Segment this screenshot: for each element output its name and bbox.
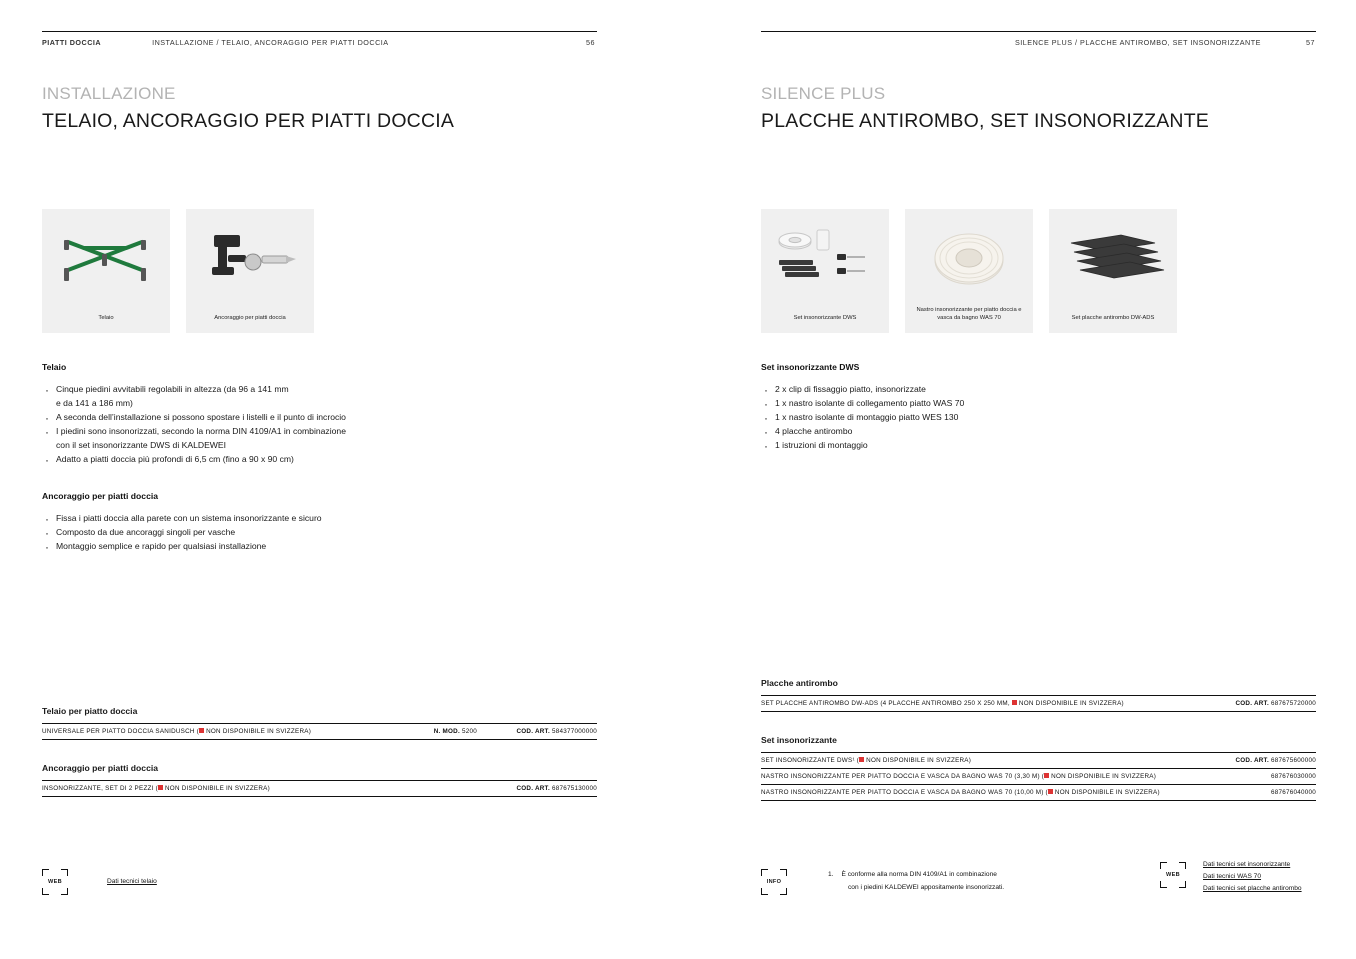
footer-link[interactable]: Dati tecnici WAS 70 bbox=[1203, 873, 1262, 881]
cell-article bbox=[477, 781, 597, 797]
spec-table bbox=[761, 752, 1316, 801]
article-value: 584377000000 bbox=[551, 728, 597, 735]
page-number-right: 57 bbox=[1306, 38, 1315, 47]
table-heading: Telaio per piatto doccia bbox=[42, 706, 138, 716]
bullet-list bbox=[42, 383, 597, 467]
bullet-text: 1 x nastro isolante di montaggio piatto WES 130 bbox=[775, 411, 959, 422]
cell-article bbox=[1196, 696, 1316, 712]
frame-icon bbox=[54, 226, 158, 290]
product-tile-was70[interactable] bbox=[905, 209, 1033, 333]
table-row bbox=[42, 781, 597, 797]
cell-model bbox=[417, 724, 477, 740]
block-heading: Telaio bbox=[42, 362, 67, 372]
right-subtitle: SILENCE PLUS bbox=[761, 84, 886, 103]
product-tile-dwads[interactable] bbox=[1049, 209, 1177, 333]
desc-suffix: NON DISPONIBILE IN SVIZZERA) bbox=[1051, 773, 1157, 780]
bullet-text: 1 istruzioni di montaggio bbox=[775, 439, 868, 450]
product-tile-dws[interactable] bbox=[761, 209, 889, 333]
article-label: COD. ART. bbox=[516, 785, 550, 792]
bullet-text: 1 x nastro isolante di collegamento piatto WAS 70 bbox=[775, 397, 965, 408]
right-section-header bbox=[761, 84, 1316, 133]
web-badge-label: WEB bbox=[48, 879, 62, 885]
tile-caption: Ancoraggio per piatti doccia bbox=[214, 315, 286, 322]
bullet-text: A seconda dell’installazione si possono spostare i listelli e il punto di incrocio bbox=[56, 411, 346, 422]
bullet-text: Composto da due ancoraggi singoli per vasche bbox=[56, 526, 236, 537]
anchor-icon bbox=[198, 225, 302, 291]
unavailable-marker-icon bbox=[158, 785, 163, 790]
unavailable-marker-icon bbox=[1044, 773, 1049, 778]
list-item bbox=[761, 383, 1316, 397]
cell-description bbox=[761, 696, 1196, 712]
unavailable-marker-icon bbox=[1048, 789, 1053, 794]
article-value: 687675720000 bbox=[1270, 700, 1316, 707]
cell-description bbox=[761, 785, 1196, 801]
desc-prefix: NASTRO INSONORIZZANTE PER PIATTO DOCCIA E VASCA DA BAGNO WAS 70 (10,00 M) ( bbox=[761, 789, 1048, 796]
block-heading: Set insonorizzante DWS bbox=[761, 362, 860, 372]
table-row bbox=[761, 769, 1316, 785]
bullet-list bbox=[42, 512, 597, 554]
desc-suffix: NON DISPONIBILE IN SVIZZERA) bbox=[1018, 700, 1124, 707]
web-badge bbox=[42, 869, 68, 895]
left-block-telaio bbox=[42, 362, 597, 467]
right-footer-info bbox=[761, 869, 1004, 895]
plates-illustration bbox=[1049, 209, 1177, 307]
bullet-text: Cinque piedini avvitabili regolabili in altezza (da 96 a 141 mm bbox=[56, 384, 289, 394]
left-table-ancoraggio bbox=[42, 763, 597, 797]
spec-table bbox=[42, 723, 597, 740]
list-item bbox=[761, 411, 1316, 425]
right-footer-web bbox=[1160, 862, 1186, 888]
cell-description bbox=[761, 769, 1196, 785]
desc-prefix: SET PLACCHE ANTIROMBO DW-ADS (4 PLACCHE ANTIROMBO 250 X 250 MM, bbox=[761, 700, 1012, 707]
bullet-text: Montaggio semplice e rapido per qualsiasi installazione bbox=[56, 540, 267, 551]
list-item bbox=[42, 512, 597, 526]
product-tile-telaio[interactable] bbox=[42, 209, 170, 333]
article-value: 687676030000 bbox=[1270, 773, 1316, 780]
header-rule-right bbox=[761, 31, 1316, 32]
frame-illustration bbox=[42, 209, 170, 307]
desc-prefix: UNIVERSALE PER PIATTO DOCCIA SANIDUSCH ( bbox=[42, 728, 200, 735]
unavailable-marker-icon bbox=[199, 728, 204, 733]
info-badge-label: INFO bbox=[766, 879, 782, 885]
list-item bbox=[42, 425, 597, 453]
cell-article bbox=[1196, 753, 1316, 769]
cell-description bbox=[42, 781, 477, 797]
footnote-line1 bbox=[828, 869, 1004, 882]
left-section-header bbox=[42, 84, 597, 133]
article-label: COD. ART. bbox=[516, 728, 550, 735]
right-table-insonorizzante bbox=[761, 735, 1316, 801]
footnote-number: 1. bbox=[828, 871, 834, 879]
bullet-text: Fissa i piatti doccia alla parete con un sistema insonorizzante e sicuro bbox=[56, 513, 322, 523]
desc-suffix: NON DISPONIBILE IN SVIZZERA) bbox=[1054, 789, 1160, 796]
running-head-section-right: SILENCE PLUS / PLACCHE ANTIROMBO, SET INSONORIZZANTE bbox=[1015, 38, 1261, 47]
table-heading: Set insonorizzante bbox=[761, 735, 837, 745]
cell-article bbox=[1196, 769, 1316, 785]
left-product-images bbox=[42, 209, 597, 333]
left-table-telaio bbox=[42, 706, 597, 740]
table-heading: Placche antirombo bbox=[761, 678, 838, 688]
desc-prefix: SET INSONORIZZANTE DWS¹ ( bbox=[761, 757, 860, 764]
product-tile-ancoraggio[interactable] bbox=[186, 209, 314, 333]
left-subtitle: INSTALLAZIONE bbox=[42, 84, 176, 103]
bullet-text-cont: con il set insonorizzante DWS di KALDEWEI bbox=[56, 439, 227, 450]
left-block-ancoraggio bbox=[42, 491, 597, 554]
page-number-left: 56 bbox=[586, 38, 595, 47]
right-title: PLACCHE ANTIROMBO, SET INSONORIZZANTE bbox=[761, 110, 1210, 132]
table-heading: Ancoraggio per piatti doccia bbox=[42, 763, 159, 773]
list-item bbox=[42, 526, 597, 540]
table-row bbox=[761, 696, 1316, 712]
footnote bbox=[828, 869, 1004, 894]
article-value: 687675130000 bbox=[551, 785, 597, 792]
desc-suffix: NON DISPONIBILE IN SVIZZERA) bbox=[165, 785, 270, 792]
web-badge-label: WEB bbox=[1166, 872, 1180, 878]
bullet-text: 4 placche antirombo bbox=[775, 425, 853, 436]
desc-prefix: INSONORIZZANTE, SET DI 2 PEZZI ( bbox=[42, 785, 158, 792]
article-value: 687675600000 bbox=[1270, 757, 1316, 764]
desc-suffix: NON DISPONIBILE IN SVIZZERA) bbox=[206, 728, 312, 735]
block-heading: Ancoraggio per piatti doccia bbox=[42, 491, 159, 501]
left-footer bbox=[42, 869, 157, 895]
cell-article bbox=[477, 724, 597, 740]
list-item bbox=[42, 383, 597, 411]
running-head-brand: PIATTI DOCCIA bbox=[42, 38, 102, 47]
web-badge bbox=[1160, 862, 1186, 888]
cell-description bbox=[761, 753, 1196, 769]
unavailable-marker-icon bbox=[1012, 700, 1017, 705]
running-head-left bbox=[42, 38, 389, 47]
footer-link[interactable]: Dati tecnici set placche antirombo bbox=[1203, 885, 1302, 893]
tile-caption: Nastro insonorizzante per piatto doccia e vasca da bagno WAS 70 bbox=[916, 307, 1022, 322]
article-value: 687676040000 bbox=[1270, 789, 1316, 796]
header-rule-left bbox=[42, 31, 597, 32]
article-label: COD. ART. bbox=[1235, 757, 1269, 764]
table-row bbox=[42, 724, 597, 740]
table-row bbox=[761, 753, 1316, 769]
bullet-list bbox=[761, 383, 1316, 453]
article-label: COD. ART. bbox=[1235, 700, 1269, 707]
model-label: N. MOD. bbox=[433, 728, 460, 735]
bullet-text-cont: e da 141 a 186 mm) bbox=[56, 397, 133, 408]
right-table-placche bbox=[761, 678, 1316, 712]
footer-link[interactable]: Dati tecnici set insonorizzante bbox=[1203, 861, 1291, 868]
cell-article bbox=[1196, 785, 1316, 801]
list-item bbox=[42, 453, 597, 467]
list-item bbox=[761, 425, 1316, 439]
footer-link[interactable]: Dati tecnici telaio bbox=[107, 877, 157, 885]
spec-table bbox=[761, 695, 1316, 712]
tape-illustration bbox=[905, 209, 1033, 307]
spec-table bbox=[42, 780, 597, 797]
tile-caption: Set placche antirombo DW-ADS bbox=[1071, 315, 1155, 322]
right-product-images bbox=[761, 209, 1316, 333]
right-footer-links bbox=[1203, 859, 1302, 896]
desc-prefix: NASTRO INSONORIZZANTE PER PIATTO DOCCIA E VASCA DA BAGNO WAS 70 (3,30 M) ( bbox=[761, 773, 1045, 780]
tile-caption: Set insonorizzante DWS bbox=[793, 315, 857, 322]
soundproof-set-icon bbox=[771, 224, 879, 292]
bullet-text: I piedini sono insonorizzati, secondo la norma DIN 4109/A1 in combinazione bbox=[56, 425, 346, 436]
table-row bbox=[761, 785, 1316, 801]
list-item bbox=[42, 540, 597, 554]
left-title: TELAIO, ANCORAGGIO PER PIATTI DOCCIA bbox=[42, 110, 455, 132]
footnote-text: È conforme alla norma DIN 4109/A1 in combinazione bbox=[841, 871, 997, 879]
anchor-illustration bbox=[186, 209, 314, 307]
footnote-line2: con i piedini KALDEWEI appositamente insonorizzati. bbox=[848, 884, 1005, 891]
tile-caption: Telaio bbox=[98, 315, 114, 322]
unavailable-marker-icon bbox=[859, 757, 864, 762]
desc-suffix: NON DISPONIBILE IN SVIZZERA) bbox=[866, 757, 972, 764]
antirumble-plates-icon bbox=[1061, 225, 1165, 291]
running-head-section-left: INSTALLAZIONE / TELAIO, ANCORAGGIO PER PIATTI DOCCIA bbox=[152, 38, 389, 47]
list-item bbox=[761, 397, 1316, 411]
model-value: 5200 bbox=[461, 728, 477, 735]
tape-roll-icon bbox=[919, 224, 1019, 292]
list-item bbox=[761, 439, 1316, 453]
bullet-text: Adatto a piatti doccia più profondi di 6,5 cm (fino a 90 x 90 cm) bbox=[56, 453, 294, 464]
right-block-dws bbox=[761, 362, 1316, 453]
cell-description bbox=[42, 724, 417, 740]
bullet-text: 2 x clip di fissaggio piatto, insonorizzate bbox=[775, 384, 926, 394]
info-badge bbox=[761, 869, 787, 895]
dws-illustration bbox=[761, 209, 889, 307]
list-item bbox=[42, 411, 597, 425]
